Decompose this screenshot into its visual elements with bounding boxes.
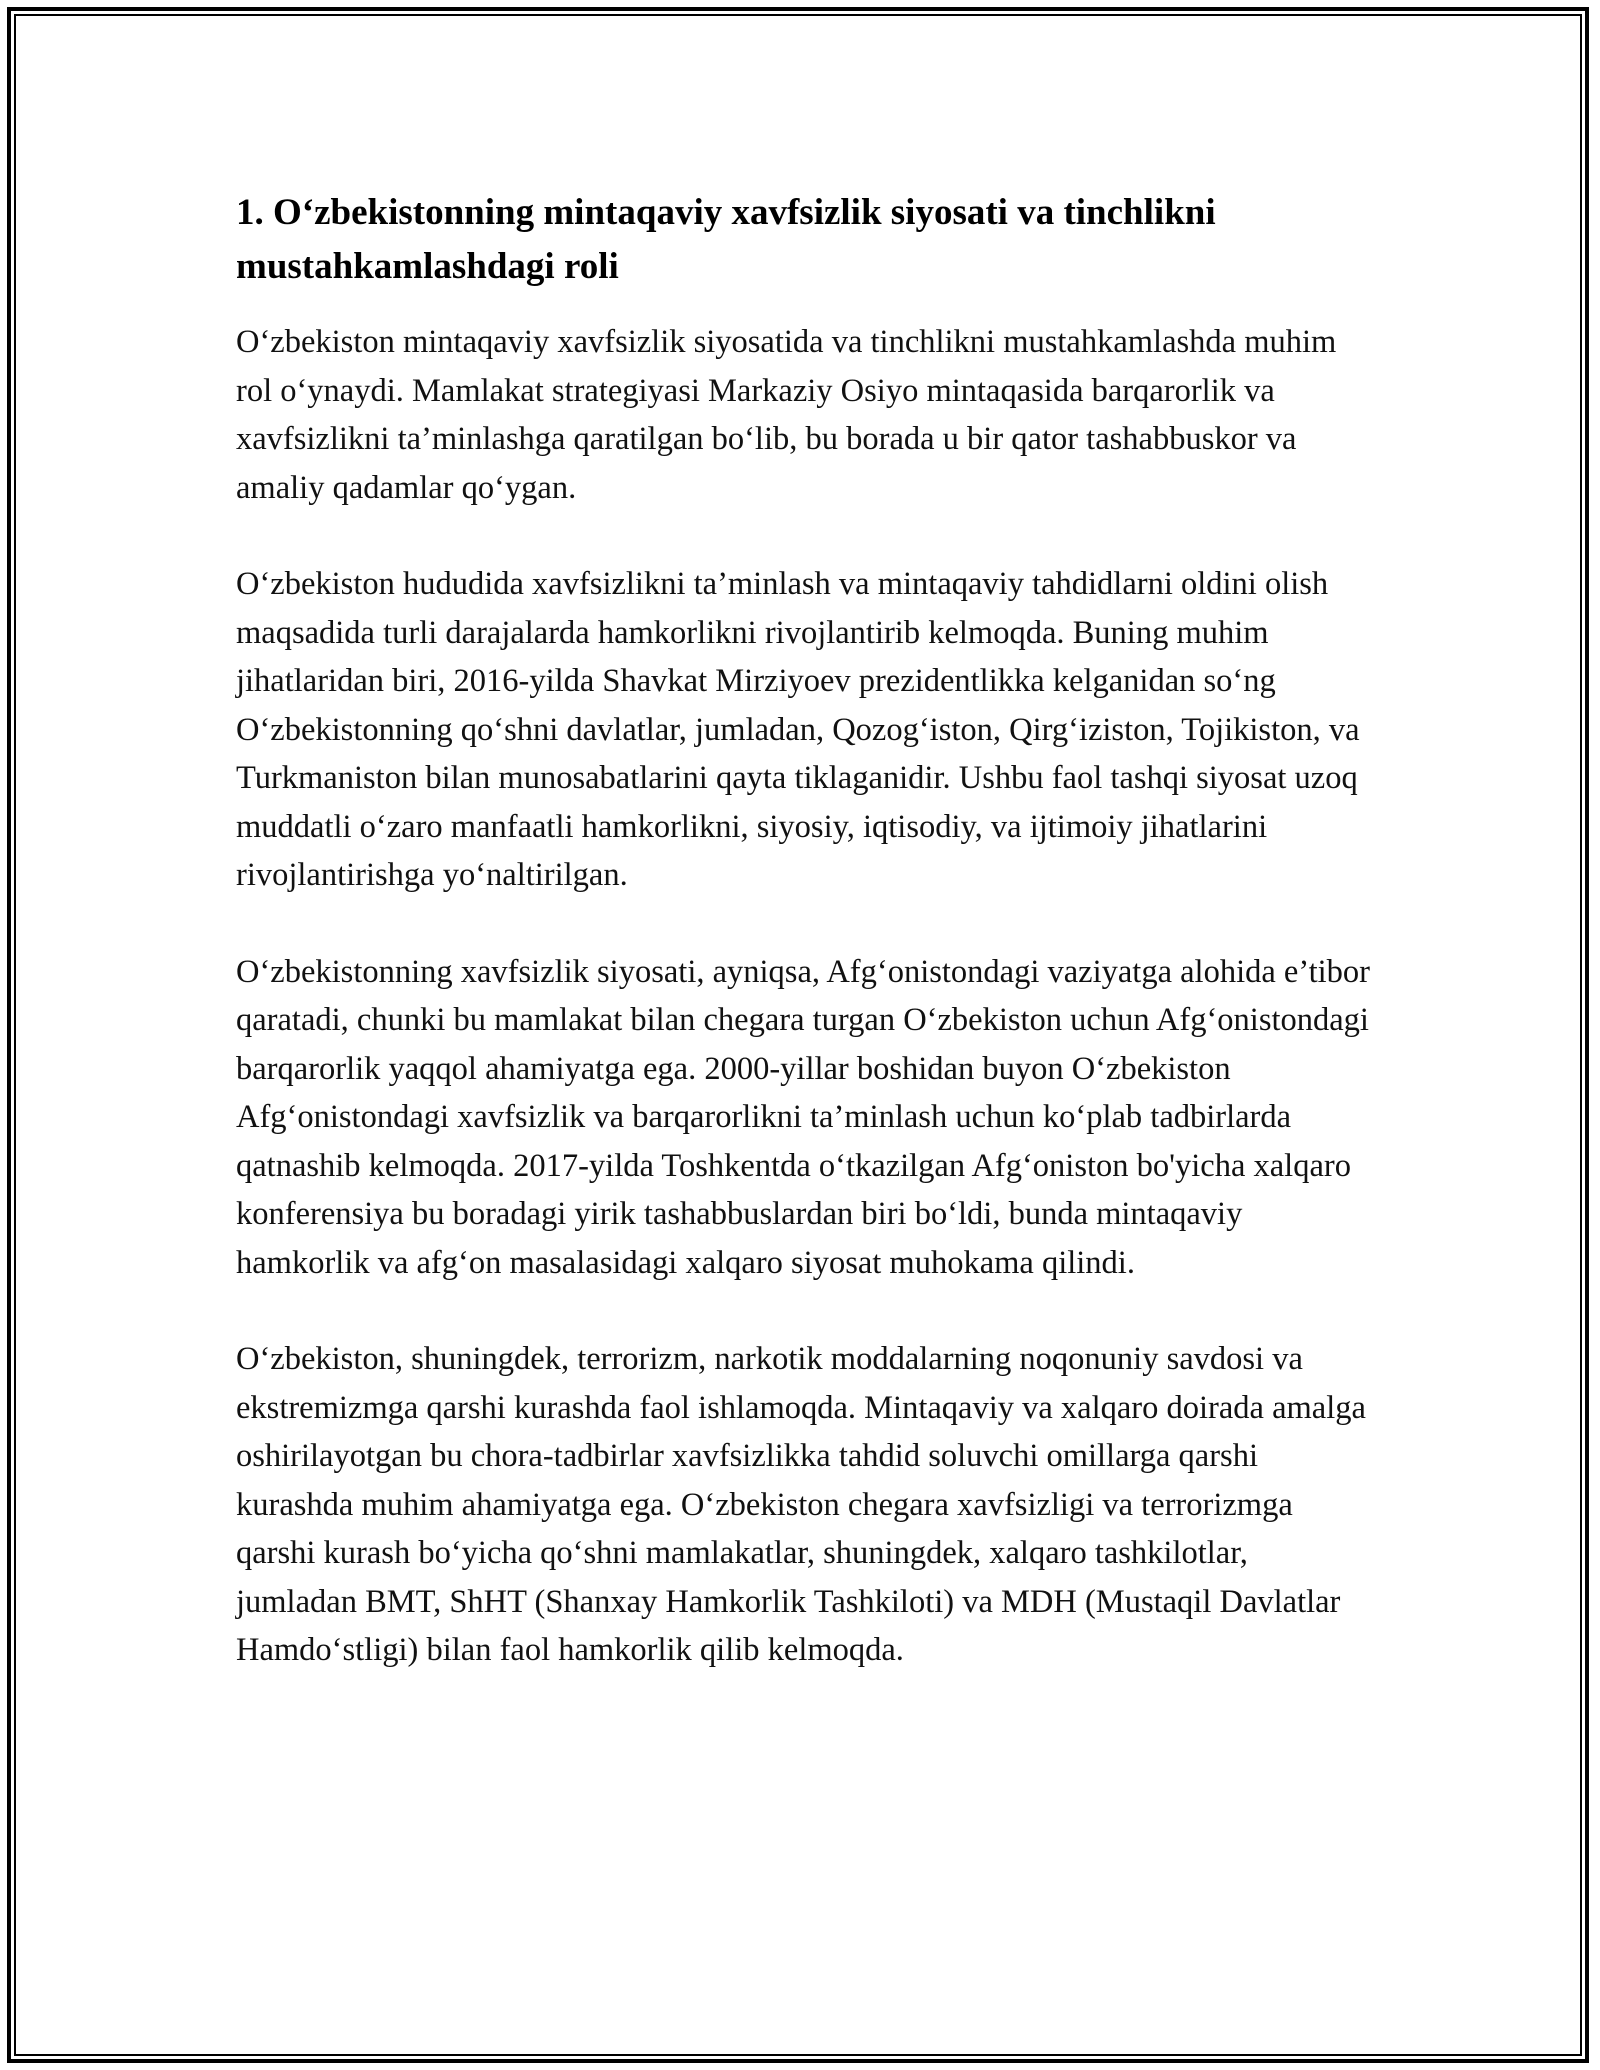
paragraph-4: O‘zbekiston, shuningdek, terrorizm, narkotik moddalarning noqonuniy savdosi va ekstremizmga qarshi kurashda faol ishlamoqda. Mintaqaviy va xalqaro doirada amalga oshirilayotgan bu chora-tadbirlar xavfsizlikka tahdid soluvchi omillarga qarshi kurashda muhim ahamiyatga ega. O‘zbekiston chegara xavfsizligi va terrorizmga qarshi kurash bo‘yicha qo‘shni mamlakatlar, shuningdek, xalqaro tashkilotlar, jumladan BMT, ShHT (Shanxay Hamkorlik Tashkiloti) va MDH (Mustaqil Davlatlar Hamdo‘stligi) bilan faol hamkorlik qilib kelmoqda. <box>236 1341 1366 1668</box>
document-body <box>236 186 1376 1723</box>
section-title: 1. O‘zbekistonning mintaqaviy xavfsizlik siyosati va tinchlikni mustahkamlashdagi roli <box>236 192 1216 287</box>
paragraph-2: O‘zbekiston hududida xavfsizlikni ta’minlash va mintaqaviy tahdidlarni oldini olish maqsadida turli darajalarda hamkorlikni rivojlantirib kelmoqda. Buning muhim jihatlaridan biri, 2016-yilda Shavkat Mirziyoev prezidentlikka kelganidan so‘ng O‘zbekistonning qo‘shni davlatlar, jumladan, Qozog‘iston, Qirg‘iziston, Tojikiston, va Turkmaniston bilan munosabatlarini qayta tiklaganidir. Ushbu faol tashqi siyosat uzoq muddatli o‘zaro manfaatli hamkorlikni, siyosiy, iqtisodiy, va ijtimoiy jihatlarini rivojlantirishga yo‘naltirilgan. <box>236 566 1360 893</box>
paragraph-1: O‘zbekiston mintaqaviy xavfsizlik siyosatida va tinchlikni mustahkamlashda muhim rol o‘ynaydi. Mamlakat strategiyasi Markaziy Osiyo mintaqasida barqarorlik va xavfsizlikni ta’minlashga qaratilgan bo‘lib, bu borada u bir qator tashabbuskor va amaliy qadamlar qo‘ygan. <box>236 324 1337 506</box>
paragraph-3: O‘zbekistonning xavfsizlik siyosati, ayniqsa, Afg‘onistondagi vaziyatga alohida e’tibor qaratadi, chunki bu mamlakat bilan chegara turgan O‘zbekiston uchun Afg‘onistondagi barqarorlik yaqqol ahamiyatga ega. 2000-yillar boshidan buyon O‘zbekiston Afg‘onistondagi xavfsizlik va barqarorlikni ta’minlash uchun ko‘plab tadbirlarda qatnashib kelmoqda. 2017-yilda Toshkentda o‘tkazilgan Afg‘oniston bo'yicha xalqaro konferensiya bu boradagi yirik tashabbuslardan biri bo‘ldi, bunda mintaqaviy hamkorlik va afg‘on masalasidagi xalqaro siyosat muhokama qilindi. <box>236 953 1370 1281</box>
